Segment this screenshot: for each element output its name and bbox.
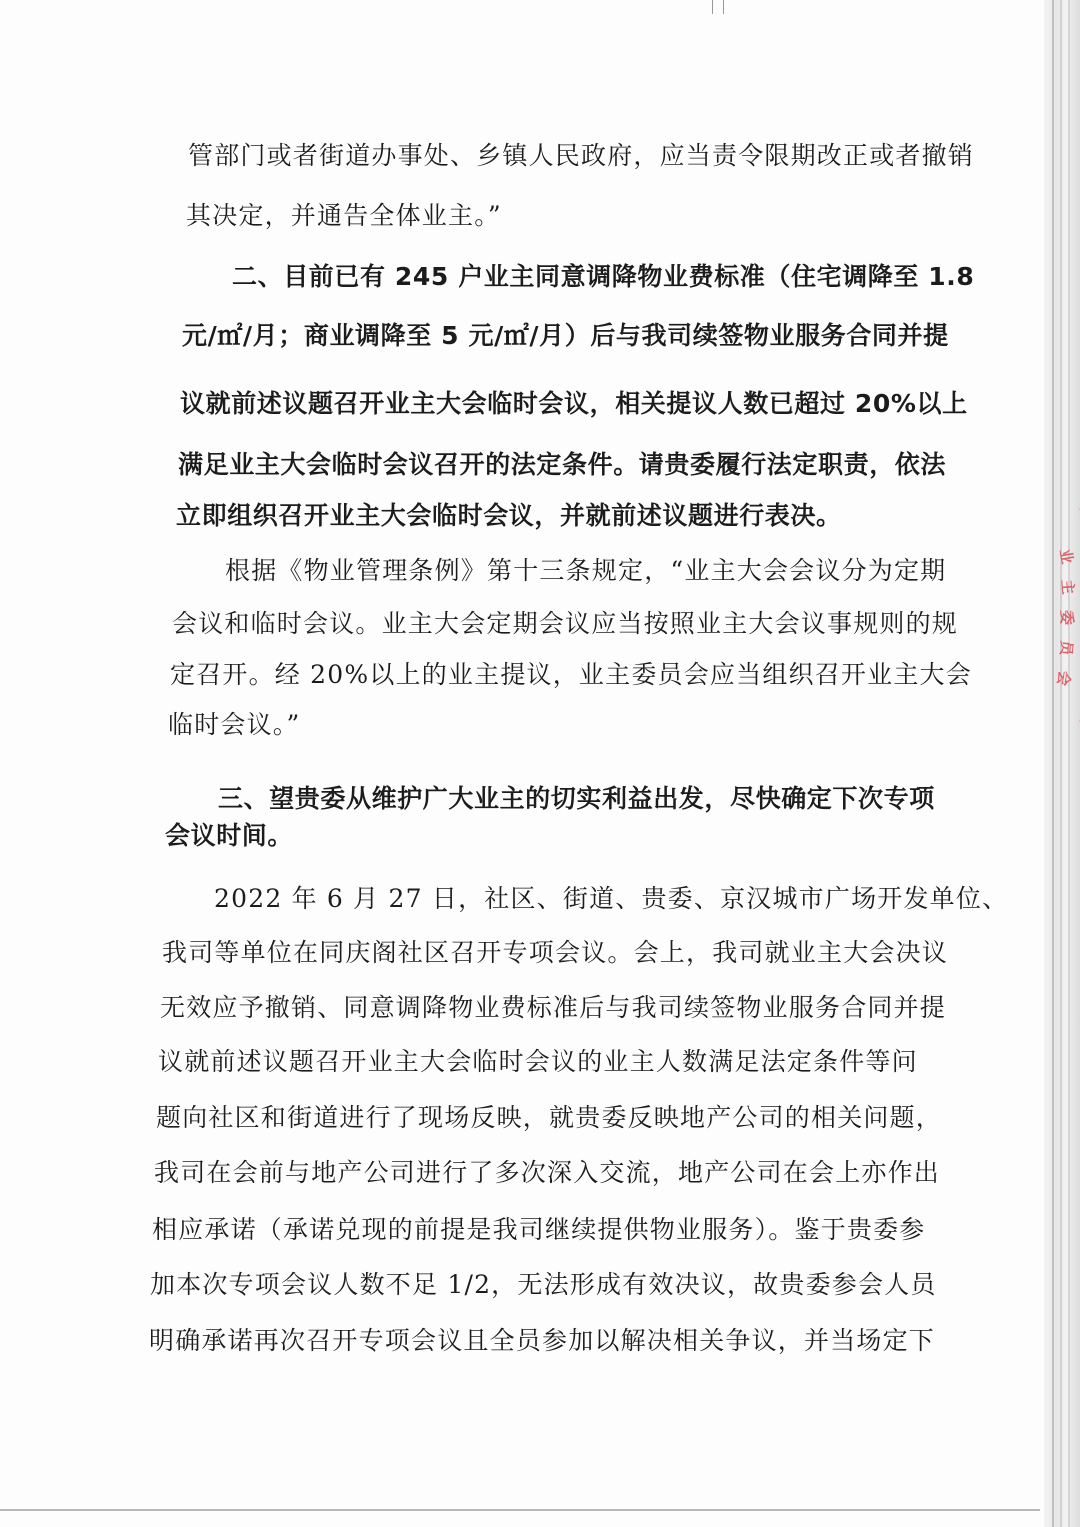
text-line: 其决定，并通告全体业主。” xyxy=(186,201,502,230)
page-edge-line xyxy=(1068,0,1070,1527)
text-line: 定召开。经 20%以上的业主提议，业主委员会应当组织召开业主大会 xyxy=(170,660,972,689)
scan-top-mark xyxy=(712,0,724,14)
text-line: 我司在会前与地产公司进行了多次深入交流，地产公司在会上亦作出 xyxy=(154,1158,941,1187)
page-edge-line xyxy=(1052,0,1054,1527)
page-bottom-edge xyxy=(0,1509,1040,1511)
text-line: 相应承诺（承诺兑现的前提是我司继续提供物业服务）。鉴于贵委参 xyxy=(152,1215,926,1244)
svg-text:业: 业 xyxy=(1056,547,1077,566)
text-line: 2022 年 6 月 27 日，社区、街道、贵委、京汉城市广场开发单位、 xyxy=(214,884,1009,913)
text-line: 会议和临时会议。业主大会定期会议应当按照业主大会议事规则的规 xyxy=(172,609,959,638)
text-line: 我司等单位在同庆阁社区召开专项会议。会上，我司就业主大会决议 xyxy=(162,938,949,967)
red-seal-stamp xyxy=(1040,500,1080,730)
text-line: 议就前述议题召开业主大会临时会议的业主人数满足法定条件等问 xyxy=(158,1047,918,1076)
text-line: 根据《物业管理条例》第十三条规定，“业主大会会议分为定期 xyxy=(225,556,947,585)
page-edge-shadow xyxy=(1044,0,1080,1527)
text-line: 元/㎡/月；商业调降至 5 元/㎡/月）后与我司续签物业服务合同并提 xyxy=(182,321,949,350)
svg-text:员: 员 xyxy=(1056,639,1076,657)
text-line: 会议时间。 xyxy=(165,821,294,850)
text-line: 三、望贵委从维护广大业主的切实利益出发，尽快确定下次专项 xyxy=(218,784,935,813)
text-line: 管部门或者街道办事处、乡镇人民政府，应当责令限期改正或者撤销 xyxy=(188,141,975,170)
svg-text:主: 主 xyxy=(1058,578,1078,596)
svg-text:会: 会 xyxy=(1053,669,1074,688)
text-line: 议就前述议题召开业主大会临时会议，相关提议人数已超过 20%以上 xyxy=(180,389,968,418)
svg-text:委: 委 xyxy=(1058,610,1076,626)
text-line: 二、目前已有 245 户业主同意调降物业费标准（住宅调降至 1.8 xyxy=(232,262,975,291)
text-line: 明确承诺再次召开专项会议且全员参加以解决相关争议，并当场定下 xyxy=(149,1326,936,1355)
text-line: 加本次专项会议人数不足 1/2，无法形成有效决议，故贵委参会人员 xyxy=(150,1270,937,1299)
text-line: 立即组织召开业主大会临时会议，并就前述议题进行表决。 xyxy=(176,501,842,530)
text-line: 题向社区和街道进行了现场反映，就贵委反映地产公司的相关问题， xyxy=(156,1103,943,1132)
page-edge-line xyxy=(1060,0,1062,1527)
text-line: 满足业主大会临时会议召开的法定条件。请贵委履行法定职责，依法 xyxy=(178,450,947,479)
text-line: 临时会议。” xyxy=(168,710,301,739)
text-line: 无效应予撤销、同意调降物业费标准后与我司续签物业服务合同并提 xyxy=(160,993,947,1022)
